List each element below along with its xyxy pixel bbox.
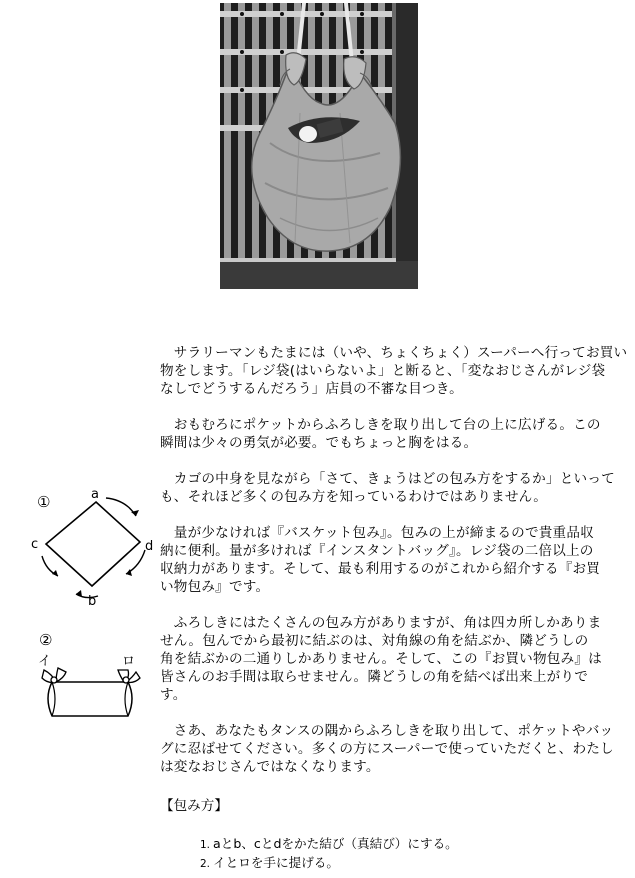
paragraph-corners: ふろしきにはたくさんの包み方がありますが、角は四カ所しかありま せん。包んでから最初に結ぶのは、対角線の角を結ぶか、隣どうしの 角を結ぶかの二通りしかありません。そして、この『お買い物包み』は 皆さんのお手間は取らせません。隣どうしの角を結べば出来上がりで す。 <box>160 615 602 703</box>
corner-label-b: b <box>88 594 97 609</box>
paragraph-spread: おもむろにポケットからふろしきを取り出して台の上に広げる。この 瞬間は少々の勇気が必要。でもちょっと胸をはる。 <box>160 417 601 451</box>
step-text: aとb、cとdをかた結び（真結び）にする。 <box>213 836 458 851</box>
bundle-body-shape <box>48 682 132 716</box>
figure1-number: ① <box>37 493 51 511</box>
right-knot-shape <box>118 670 140 683</box>
paragraph-closing: さあ、あなたもタンスの隅からふろしきを取り出して、ポケットやバッ グに忍ばせてください。多くの方にスーパーで使っていただくと、わたし は変なおじさんではなくなります。 <box>160 723 614 775</box>
fold-arrows <box>42 498 145 598</box>
figure1-square-diagram <box>28 490 158 610</box>
corner-label-a: a <box>91 487 99 502</box>
paragraph-intro: サラリーマンもたまには（いや、ちょくちょく）スーパーへ行ってお買い 物をします。「レジ袋(はいらないよ」と断ると、「変なおじさんがレジ袋 なしでどうするんだろう」店員の不審な目つき。 <box>160 345 628 397</box>
left-knot-shape <box>42 668 66 683</box>
step-number: 2. <box>200 858 211 870</box>
handle-label-i: イ <box>38 654 52 669</box>
handle-label-ro: ロ <box>122 654 136 669</box>
figure2-number: ② <box>39 631 53 649</box>
corner-label-d: d <box>145 539 154 554</box>
howto-steps-list <box>200 835 458 873</box>
step-text: イとロを手に提げる。 <box>213 855 339 870</box>
howto-step <box>200 835 458 854</box>
corner-label-c: c <box>31 537 39 552</box>
paragraph-methods: 量が少なければ『バスケット包み』。包みの上が締まるので貴重品収 納に便利。量が多ければ『インスタントバッグ』。レジ袋の二倍以上の 収納力があります。そして、最も利用するのがこれから紹介する『お買 い物包み』です。 <box>160 525 601 595</box>
paragraph-choose: カゴの中身を見ながら「さて、きょうはどの包み方をするか」といって も、それほど多くの包み方を知っているわけではありません。 <box>160 471 615 505</box>
figure2-bundle-diagram <box>36 664 146 724</box>
howto-step <box>200 854 458 873</box>
step-number: 1. <box>200 839 211 851</box>
howto-heading: 【包み方】 <box>160 798 228 814</box>
fold-arrowheads <box>52 510 139 597</box>
furoshiki-bag-photo <box>220 3 418 289</box>
